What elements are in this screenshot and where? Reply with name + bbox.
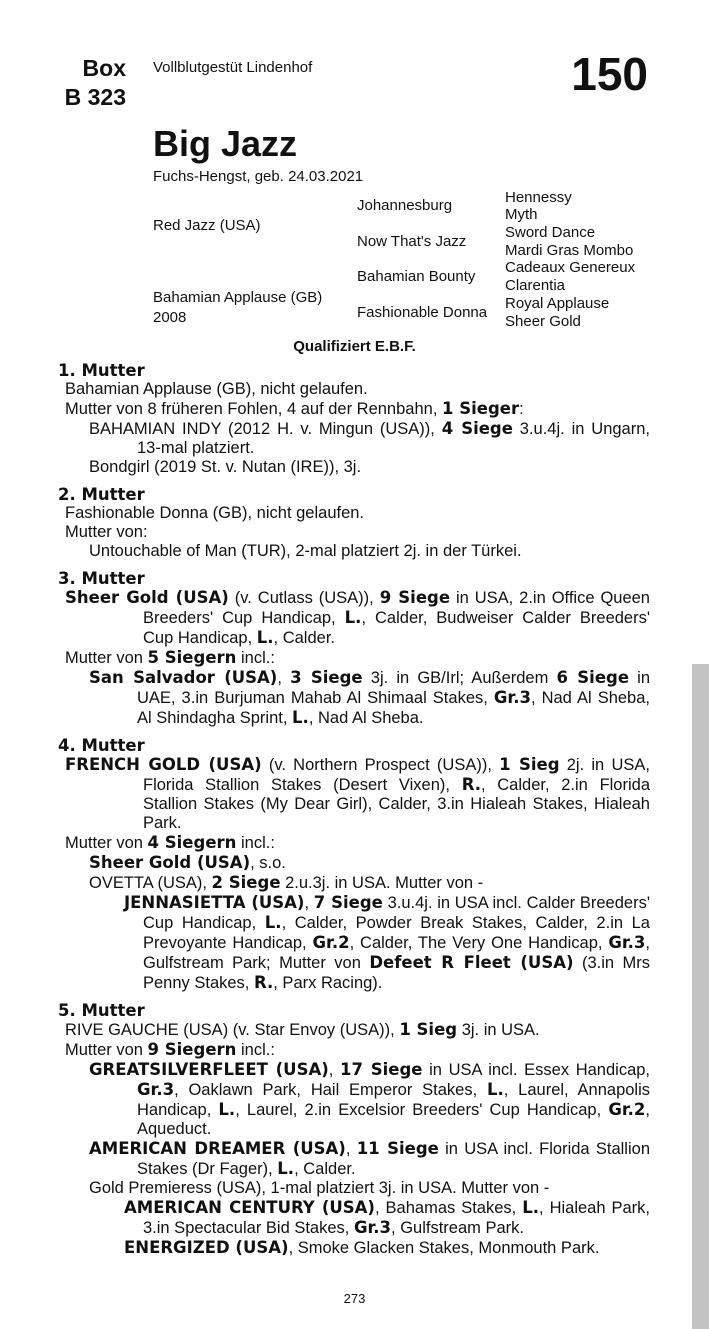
dam-entry: Sheer Gold (USA) (v. Cutlass (USA)), 9 Siege in USA, 2.in Office Queen Breeders' Cup Handicap, L., Calder, Budweiser Calder Breeders' Cup Handicap, L., Calder. <box>65 588 650 647</box>
stud-name: Vollblutgestüt Lindenhof <box>153 59 313 76</box>
pedigree-dd: Fashionable Donna <box>357 304 488 321</box>
horse-name: Big Jazz <box>153 123 298 164</box>
offspring-entry: AMERICAN DREAMER (USA), 11 Siege in USA incl. Florida Stallion Stakes (Dr Fager), L., Calder. <box>89 1139 650 1178</box>
text-line: Bahamian Applause (GB), nicht gelaufen. <box>65 380 368 398</box>
box-number: B 323 <box>64 84 126 110</box>
offspring-entry: GREATSILVERFLEET (USA), 17 Siege in USA incl. Essex Handicap, Gr.3, Oaklawn Park, Hail Emperor Stakes, L., Laurel, Annapolis Handicap, L., Laurel, 2.in Excelsior Breeders' Cup Handicap, Gr.2, Aqueduct. <box>89 1060 651 1138</box>
pedigree-sss: Hennessy <box>505 189 572 206</box>
dam-entry: RIVE GAUCHE (USA) (v. Star Envoy (USA)), 1 Sieg 3j. in USA. <box>65 1020 540 1039</box>
section-5-mutter <box>58 1001 650 1258</box>
section-title: 5. Mutter <box>58 1001 145 1020</box>
offspring-entry: Gold Premieress (USA), 1-mal platziert 3j. in USA. Mutter von - <box>89 1179 550 1197</box>
pedigree-ssd: Myth <box>505 206 538 223</box>
grand-offspring-entry: ENERGIZED (USA), Smoke Glacken Stakes, Monmouth Park. <box>124 1238 600 1257</box>
section-2-mutter <box>58 485 650 561</box>
section-title: 3. Mutter <box>58 569 145 588</box>
pedigree-sds: Sword Dance <box>505 224 596 241</box>
offspring-entry: Bondgirl (2019 St. v. Nutan (IRE)), 3j. <box>89 458 362 476</box>
text-line: Mutter von 5 Siegern incl.: <box>65 648 275 667</box>
pedigree-dam-year: 2008 <box>153 309 187 326</box>
pedigree-sdd: Mardi Gras Mombo <box>505 242 634 259</box>
text-line: Mutter von 4 Siegern incl.: <box>65 833 275 852</box>
text-line: Fashionable Donna (GB), nicht gelaufen. <box>65 504 365 522</box>
section-1-mutter <box>58 361 650 477</box>
section-title: 4. Mutter <box>58 736 145 755</box>
pedigree-dss: Cadeaux Genereux <box>505 259 636 276</box>
catalogue-text <box>58 361 650 1258</box>
text-line: Mutter von: <box>65 523 148 541</box>
offspring-entry: San Salvador (USA), 3 Siege 3j. in GB/Irl; Außerdem 6 Siege in UAE, 3.in Burjuman Mahab Al Shimaal Stakes, Gr.3, Nad Al Sheba, Al Shindagha Sprint, L., Nad Al Sheba. <box>89 668 651 727</box>
horse-description: Fuchs-Hengst, geb. 24.03.2021 <box>153 168 364 185</box>
grand-offspring-entry: AMERICAN CENTURY (USA), Bahamas Stakes, L., Hialeah Park, 3.in Spectacular Bid Stakes, Gr.3, Gulfstream Park. <box>124 1198 651 1237</box>
pedigree-dam: Bahamian Applause (GB) <box>153 289 323 306</box>
pedigree-dds: Royal Applause <box>505 295 610 312</box>
qualification: Qualifiziert E.B.F. <box>293 338 416 355</box>
text-line: Mutter von 8 früheren Fohlen, 4 auf der Rennbahn, 1 Sieger: <box>65 399 524 418</box>
box-label <box>60 54 126 112</box>
text-line: Mutter von 9 Siegern incl.: <box>65 1040 275 1059</box>
offspring-entry: OVETTA (USA), 2 Siege 2.u.3j. in USA. Mutter von - <box>89 873 484 892</box>
scrollbar[interactable] <box>692 664 709 1329</box>
lot-number: 150 <box>571 48 648 100</box>
pedigree-dsd: Clarentia <box>505 277 566 294</box>
offspring-entry: Untouchable of Man (TUR), 2-mal platziert 2j. in der Türkei. <box>89 542 522 560</box>
box-title: Box <box>82 55 126 81</box>
pedigree-sire: Red Jazz (USA) <box>153 217 261 234</box>
pedigree-ss: Johannesburg <box>357 197 453 214</box>
pedigree-ds: Bahamian Bounty <box>357 268 476 285</box>
pedigree-sd: Now That's Jazz <box>357 233 467 250</box>
section-3-mutter <box>58 569 650 728</box>
grand-offspring-entry: JENNASIETTA (USA), 7 Siege 3.u.4j. in USA incl. Calder Breeders' Cup Handicap, L., Calder, Powder Break Stakes, Calder, 2.in La Prevoyante Handicap, Gr.2, Calder, The Very One Handicap, Gr.3, Gulfstream Park; Mutter von Defeet R Fleet (USA) (3.in Mrs Penny Stakes, R., Parx Racing). <box>124 893 651 992</box>
offspring-entry: Sheer Gold (USA), s.o. <box>89 853 286 872</box>
section-title: 2. Mutter <box>58 485 145 504</box>
section-title: 1. Mutter <box>58 361 145 380</box>
section-4-mutter <box>58 736 650 993</box>
page-number: 273 <box>343 1291 366 1306</box>
offspring-entry: BAHAMIAN INDY (2012 H. v. Mingun (USA)), 4 Siege 3.u.4j. in Ungarn, 13-mal platziert. <box>89 419 650 457</box>
pedigree-ddd: Sheer Gold <box>505 313 581 330</box>
dam-entry: FRENCH GOLD (USA) (v. Northern Prospect (USA)), 1 Sieg 2j. in USA, Florida Stallion Stakes (Desert Vixen), R., Calder, 2.in Florida Stallion Stakes (My Dear Girl), Calder, 3.in Hialeah Stakes, Hialeah Park. <box>65 755 650 832</box>
